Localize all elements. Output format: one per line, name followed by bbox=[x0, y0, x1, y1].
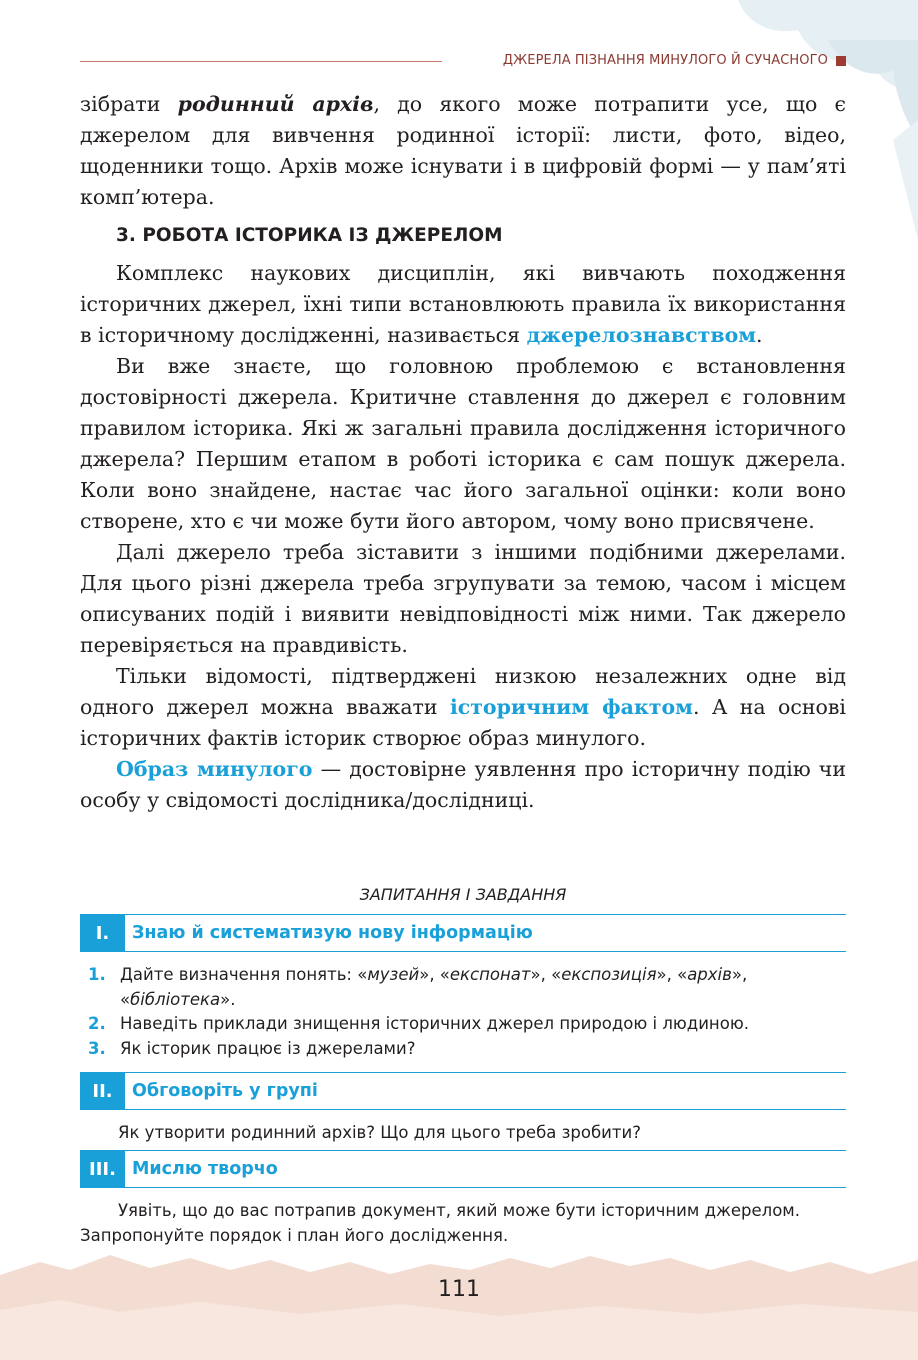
question-1-number: 1. bbox=[88, 965, 106, 984]
footer-decoration bbox=[0, 1250, 918, 1360]
intro-rest: , до якого може потрапити усе, що є джерелом для вивчення родинної історії: листи, фото, відео, щоденники тощо. Архів може існувати і в цифровій формі — у пам’яті комп’ютера. bbox=[80, 92, 847, 209]
q1-part: », « bbox=[656, 965, 688, 984]
task-block-3-number: III. bbox=[80, 1151, 125, 1187]
task-block-2-header bbox=[80, 1072, 846, 1110]
paragraph-2: Ви вже знаєте, що головною проблемою є встановлення достовірності джерела. Критичне ставлення до джерел є головним правилом історика. Які ж загальні правила дослідження історичного джерела? Першим етапом в роботі історика є сам пошук джерела. Коли воно знайдене, настає час його загальної оцінки: коли воно створене, хто є чи може бути його автором, чому воно присвячене. bbox=[80, 354, 846, 533]
intro-paragraph bbox=[80, 89, 846, 213]
task-block-1-label: Знаю й систематизую нову інформацію bbox=[132, 923, 533, 943]
question-3-number: 3. bbox=[88, 1038, 106, 1058]
task-block-2-text-wrap bbox=[80, 1120, 846, 1145]
running-header bbox=[80, 52, 846, 72]
p5-text: — достовірне уявлення про історичну подію чи особу у свідомості дослідника/дослідниці. bbox=[80, 757, 846, 812]
question-3-text: Як історик працює із джерелами? bbox=[120, 1038, 416, 1058]
section-heading: 3. РОБОТА ІСТОРИКА ІЗ ДЖЕРЕЛОМ bbox=[116, 225, 503, 246]
q1-term-exposition: експозиція bbox=[561, 965, 657, 984]
paragraph-4 bbox=[80, 661, 846, 754]
q1-term-museum: музей bbox=[367, 965, 420, 984]
q1-part: Дайте визначення понять: « bbox=[120, 965, 368, 984]
intro-start: зібрати bbox=[80, 92, 178, 116]
q1-part: », « bbox=[120, 965, 748, 1009]
question-2 bbox=[80, 1012, 846, 1037]
paragraph-5 bbox=[80, 754, 846, 816]
q1-part: ». bbox=[220, 989, 236, 1009]
header-square-icon bbox=[836, 56, 846, 66]
q1-part: », « bbox=[530, 965, 562, 984]
task-block-1-number: I. bbox=[80, 915, 125, 951]
task-block-3-text: Уявіть, що до вас потрапив документ, який може бути історичним джерелом. Запропонуйте порядок і план його дослідження. bbox=[80, 1201, 800, 1245]
term-dzhereloznavstvo: джерелознавством bbox=[526, 323, 757, 347]
question-1 bbox=[80, 963, 846, 1012]
task-block-3-label: Мислю творчо bbox=[132, 1159, 278, 1179]
intro-term: родинний архів bbox=[177, 92, 374, 116]
task-block-3-header bbox=[80, 1150, 846, 1188]
question-3 bbox=[80, 1037, 846, 1062]
p4-text: Тільки відомості, підтверджені низкою незалежних одне від одного джерел можна вважати bbox=[80, 664, 846, 719]
q1-term-exhibit: експонат bbox=[449, 965, 531, 984]
question-2-text: Наведіть приклади знищення історичних джерел природою і людиною. bbox=[120, 1014, 749, 1033]
task-block-1-header bbox=[80, 914, 846, 952]
task-block-2-text: Як утворити родинний архів? Що для цього треба зробити? bbox=[118, 1123, 641, 1142]
task-block-2-number: II. bbox=[80, 1073, 125, 1109]
q1-term-library: бібліотека bbox=[130, 989, 221, 1009]
term-image-of-past: Образ минулого bbox=[116, 757, 313, 781]
paragraph-3: Далі джерело треба зіставити з іншими подібними джерелами. Для цього різні джерела треба згрупувати за темою, часом і місцем описуваних подій і виявити невідповідності між ними. Так джерело перевіряється на правдивість. bbox=[80, 540, 846, 657]
term-historical-fact: історичним фактом bbox=[449, 695, 693, 719]
tasks-title: ЗАПИТАННЯ І ЗАВДАННЯ bbox=[359, 885, 567, 904]
header-title: ДЖЕРЕЛА ПІЗНАННЯ МИНУЛОГО Й СУЧАСНОГО bbox=[502, 53, 828, 68]
paragraph-1 bbox=[80, 258, 846, 351]
task-block-3-text-wrap bbox=[80, 1198, 846, 1248]
main-text bbox=[80, 258, 846, 816]
header-rule bbox=[80, 61, 442, 62]
q1-term-archive: архів bbox=[687, 965, 732, 984]
task-block-2-label: Обговоріть у групі bbox=[132, 1081, 318, 1101]
p1-end: . bbox=[756, 323, 763, 347]
page-number: 111 bbox=[438, 1277, 480, 1302]
p1-text: Комплекс наукових дисциплін, які вивчають походження історичних джерел, їхні типи встановлюють правила їх використання в історичному дослідженні, називається bbox=[80, 261, 846, 347]
p4-end: . А на основі історичних фактів історик створює образ минулого. bbox=[80, 695, 846, 750]
q1-part: », « bbox=[419, 965, 450, 984]
question-2-number: 2. bbox=[88, 1014, 106, 1033]
task-block-1-questions bbox=[80, 963, 846, 1061]
